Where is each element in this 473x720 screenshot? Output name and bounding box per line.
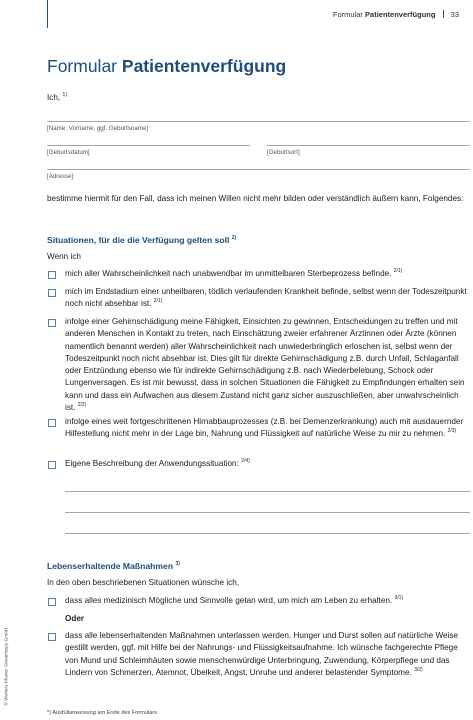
option-note: 2/2)	[77, 402, 87, 409]
birthdate-field-line[interactable]	[47, 145, 250, 146]
section1-heading: Situationen, für die die Verfügung gelten soll	[47, 235, 230, 245]
option-note: 3/1)	[394, 595, 404, 601]
birthdate-field-label: [Geburtsdatum]	[47, 149, 90, 156]
name-field-line[interactable]	[47, 121, 470, 122]
header-separator	[443, 10, 444, 18]
option-text: mich aller Wahrscheinlichkeit nach unabwendbar im unmittelbaren Sterbeprozess befinde.	[65, 269, 392, 278]
title-bold: Patientenverfügung	[121, 56, 287, 76]
option-note: 2/4)	[241, 458, 250, 464]
checkbox-maintain-life[interactable]	[48, 598, 56, 606]
checkbox-dementia[interactable]	[48, 419, 56, 427]
checkbox-dying-process[interactable]	[48, 271, 56, 279]
ich-label: Ich,	[47, 93, 61, 102]
copyright-sidebar	[0, 578, 8, 708]
section1-lead: Wenn ich	[47, 252, 81, 261]
option-note: 2/3)	[447, 428, 457, 435]
page-number: 33	[450, 10, 459, 19]
page-title	[47, 56, 286, 77]
section2-note: 3)	[175, 561, 180, 567]
header-title: Patientenverfügung	[365, 10, 436, 19]
checkbox-own-description[interactable]	[48, 461, 56, 469]
section1-note: 2)	[231, 235, 237, 241]
option-note: 2/1)	[153, 298, 163, 305]
title-prefix: Formular	[47, 56, 118, 76]
header-prefix: Formular	[332, 10, 363, 19]
name-field-label: [Name, Vorname, ggf. Geburtsname]	[47, 125, 149, 132]
option-maintain-life	[65, 595, 470, 607]
option-text: mich im Endstadium einer unheilbaren, tödlich verlaufenden Krankheit befinde, selbst wenn der Todeszeitpunkt noch nicht absehbar ist.	[65, 287, 467, 309]
intro-ich	[47, 92, 67, 104]
option-text: infolge eines weit fortgeschrittenen Hirnabbauprozesses (z.B. bei Demenzerkrankung) auch mit ausdauernder Hilfestellung nicht mehr in der Lage bin, Nahrung und Flüssigkeit auf natürliche Weise zu mir zu nehmen.	[65, 417, 464, 439]
option-brain-damage	[65, 316, 470, 414]
option-terminal-illness	[65, 286, 470, 311]
ich-note: 1)	[62, 92, 67, 98]
address-field-line[interactable]	[47, 169, 470, 170]
option-dementia	[65, 416, 470, 441]
option-note: 3/2)	[414, 666, 423, 673]
running-header	[333, 10, 459, 19]
header-rule	[47, 0, 48, 28]
section-heading-situations	[47, 235, 236, 245]
footnote: *) Ausfüllanweisung am Ende des Formulars	[47, 710, 158, 716]
section2-heading: Lebenserhaltende Maßnahmen	[47, 561, 174, 571]
statement-text: bestimme hiermit für den Fall, dass ich meinen Willen nicht mehr bilden oder verständlich äußern kann, Folgendes:	[47, 194, 464, 203]
option-text: Eigene Beschreibung der Anwendungssituation:	[65, 459, 239, 468]
option-withhold-measures	[65, 630, 470, 679]
copyright-text: © Wolters Kluwer Steuertipps GmbH	[4, 627, 10, 706]
option-dying-process	[65, 268, 470, 280]
own-description-line-1[interactable]	[65, 491, 470, 492]
own-description-line-2[interactable]	[65, 512, 470, 513]
own-description-line-3[interactable]	[65, 533, 470, 534]
checkbox-terminal-illness[interactable]	[48, 289, 56, 297]
option-text: dass alle lebenserhaltenden Maßnahmen unterlassen werden. Hunger und Durst sollen auf natürliche Weise gestillt werden, ggf. mit Hilfe bei der Nahrungs- und Flüssigkeitsaufnahme. Ich wünsche fachgerechte Pflege von Mund und Schleimhäuten sowie menschenwürdige Unterbringung, Zuwendung, Körperpflege und das Lindern von Schmerzen, Atemnot, Übelkeit, Angst, Unruhe und anderer belastender Symptome.	[65, 631, 459, 677]
option-note: 2/1)	[393, 268, 403, 274]
birthplace-field-label: [Geburtsort]	[267, 149, 300, 156]
birthplace-field-line[interactable]	[267, 145, 470, 146]
section2-lead: In den oben beschriebenen Situationen wünsche ich,	[47, 578, 240, 587]
section-heading-life-support	[47, 561, 180, 571]
or-label: Oder	[65, 614, 85, 623]
address-field-label: [Adresse]	[47, 173, 74, 180]
checkbox-brain-damage[interactable]	[48, 319, 56, 327]
option-own-description	[65, 458, 470, 470]
option-text: dass alles medizinisch Mögliche und Sinnvolle getan wird, um mich am Leben zu erhalten.	[65, 596, 393, 605]
checkbox-withhold-measures[interactable]	[48, 633, 56, 641]
option-text: infolge einer Gehirnschädigung meine Fähigkeit, Einsichten zu gewinnen, Entscheidungen zu treffen und mit anderen Menschen in Kontakt zu treten, nach Einschätzung zweier erfahrener Ärztinnen oder Ärzte (können namentlich benannt werden) aller Wahrscheinlichkeit nach unwiederbringlich erloschen ist, selbst wenn der Todeszeitpunkt noch nicht absehbar ist. Dies gilt für direkte Gehirnschädigung z.B. durch Unfall, Schlaganfall oder Entzündung ebenso wie für indirekte Gehirnschädigung z.B. nach Wiederbelebung, Schock oder Lungenversagen. Es ist mir bewusst, dass in solchen Situationen die Fähigkeit zu Empfindungen erhalten sein kann und dass ein Aufwachen aus diesem Zustand nicht ganz sicher auszuschließen, aber unwahrscheinlich ist.	[65, 317, 465, 413]
